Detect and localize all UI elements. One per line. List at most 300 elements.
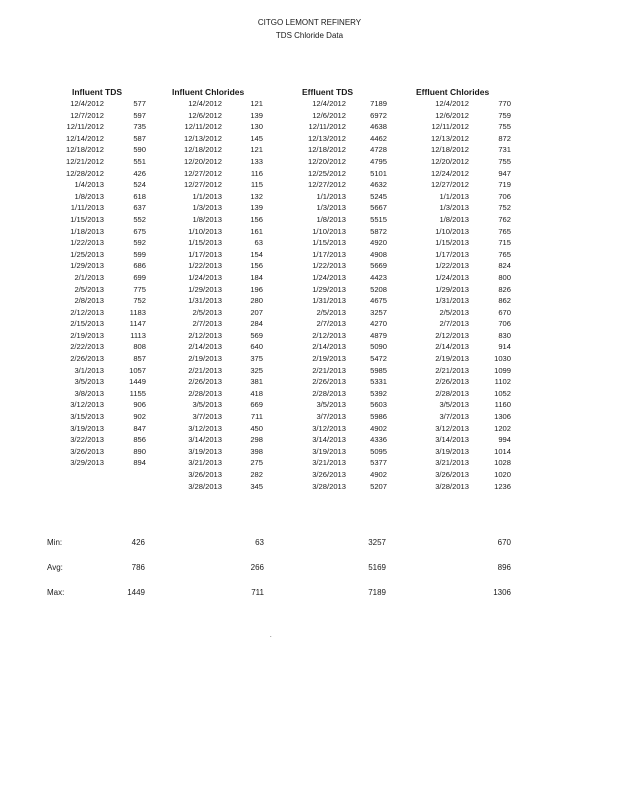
- value-cell: 1020: [494, 470, 511, 479]
- date-cell: 3/29/2013: [70, 458, 104, 468]
- value-cell: 1113: [130, 330, 146, 340]
- date-cell: 1/11/2013: [70, 203, 104, 213]
- table-row: [0, 98, 619, 110]
- date-cell: 12/25/2012: [307, 168, 346, 178]
- date-cell: 1/8/2013: [439, 214, 469, 224]
- value-cell: 824: [498, 261, 511, 271]
- date-cell: 12/4/2012: [188, 99, 222, 108]
- date-cell: 2/21/2013: [435, 365, 469, 375]
- min-label: Min:: [47, 538, 63, 547]
- value-cell: 857: [133, 354, 146, 364]
- table-effluent-chlorides: [0, 98, 619, 492]
- date-cell: 2/7/2013: [192, 319, 222, 329]
- date-cell: 12/21/2012: [65, 156, 104, 166]
- value-cell: 890: [133, 446, 146, 456]
- table-row: [0, 121, 619, 133]
- date-cell: 2/22/2013: [70, 342, 104, 352]
- value-cell: 914: [498, 342, 511, 352]
- date-cell: 3/14/2013: [188, 435, 222, 445]
- date-cell: 12/11/2012: [184, 122, 222, 132]
- date-cell: 1/15/2013: [188, 238, 222, 248]
- value-cell: 715: [498, 238, 511, 248]
- date-cell: 1/17/2013: [188, 249, 222, 259]
- value-cell: 1183: [129, 307, 146, 317]
- date-cell: 1/1/2013: [316, 191, 346, 201]
- table-row: [0, 423, 619, 435]
- avg-label: Avg:: [47, 563, 63, 572]
- value-cell: 3257: [370, 307, 387, 317]
- date-cell: 3/21/2013: [312, 458, 346, 468]
- date-cell: 1/3/2013: [192, 203, 222, 213]
- value-cell: 872: [498, 133, 511, 143]
- value-cell: 599: [133, 249, 146, 259]
- date-cell: 1/22/2013: [312, 261, 346, 271]
- value-cell: 116: [250, 168, 263, 178]
- value-cell: 121: [250, 145, 263, 155]
- value-cell: 5472: [370, 354, 387, 364]
- value-cell: 994: [498, 435, 511, 445]
- value-cell: 569: [250, 330, 263, 340]
- date-cell: 1/3/2013: [316, 203, 346, 213]
- date-cell: 1/8/2013: [74, 191, 104, 201]
- value-cell: 4638: [370, 122, 387, 132]
- date-cell: 2/26/2013: [435, 377, 469, 387]
- date-cell: 3/1/2013: [74, 365, 104, 375]
- date-cell: 12/6/2012: [188, 110, 222, 120]
- date-cell: 12/13/2012: [183, 133, 222, 143]
- max-influent-chlorides: 711: [251, 588, 264, 597]
- date-cell: 3/5/2013: [74, 377, 104, 387]
- value-cell: 755: [498, 122, 511, 132]
- value-cell: 207: [250, 307, 263, 317]
- date-cell: 2/26/2013: [70, 354, 104, 364]
- col-header-effluent-tds: Effluent TDS: [302, 87, 353, 97]
- table-row: [0, 341, 619, 353]
- value-cell: 808: [133, 342, 146, 352]
- value-cell: 4462: [370, 133, 387, 143]
- min-influent-tds: 426: [131, 538, 145, 547]
- value-cell: 5245: [370, 191, 387, 201]
- date-cell: 2/12/2013: [70, 307, 104, 317]
- value-cell: 1052: [494, 388, 511, 398]
- table-row: [0, 284, 619, 296]
- date-cell: 1/17/2013: [435, 249, 469, 259]
- date-cell: 1/24/2013: [435, 272, 469, 282]
- value-cell: 5090: [370, 342, 387, 352]
- value-cell: 1099: [494, 365, 511, 375]
- date-cell: 1/10/2013: [188, 226, 222, 236]
- value-cell: 752: [133, 296, 146, 306]
- date-cell: 1/18/2013: [70, 226, 104, 236]
- date-cell: 12/18/2012: [65, 145, 104, 155]
- table-row: [0, 457, 619, 469]
- date-cell: 2/15/2013: [70, 319, 104, 329]
- date-cell: 12/13/2012: [307, 133, 346, 143]
- report-subtitle: TDS Chloride Data: [275, 31, 344, 40]
- value-cell: 862: [498, 296, 511, 306]
- value-cell: 1160: [494, 400, 511, 410]
- date-cell: 3/14/2013: [435, 435, 469, 445]
- value-cell: 132: [250, 191, 263, 201]
- min-effluent-chlorides: 670: [497, 538, 511, 547]
- date-cell: 1/29/2013: [188, 284, 222, 294]
- max-label: Max:: [47, 588, 65, 597]
- date-cell: 3/5/2013: [439, 400, 469, 410]
- date-cell: 3/5/2013: [316, 400, 346, 410]
- value-cell: 670: [498, 307, 511, 317]
- value-cell: 345: [250, 481, 263, 491]
- value-cell: 731: [498, 145, 511, 155]
- date-cell: 3/21/2013: [188, 458, 222, 468]
- date-cell: 12/11/2012: [308, 122, 346, 132]
- value-cell: 770: [498, 99, 511, 108]
- table-row: [0, 318, 619, 330]
- value-cell: 4632: [370, 180, 387, 190]
- date-cell: 2/26/2013: [312, 377, 346, 387]
- value-cell: 765: [498, 249, 511, 259]
- value-cell: 947: [498, 168, 511, 178]
- min-effluent-tds: 3257: [368, 538, 386, 547]
- table-row: [0, 156, 619, 168]
- value-cell: 847: [133, 423, 146, 433]
- value-cell: 145: [250, 133, 263, 143]
- value-cell: 115: [250, 180, 263, 190]
- value-cell: 298: [250, 435, 263, 445]
- date-cell: 2/5/2013: [316, 307, 346, 317]
- date-cell: 12/11/2012: [66, 122, 104, 132]
- value-cell: 618: [133, 191, 146, 201]
- date-cell: 1/24/2013: [188, 272, 222, 282]
- value-cell: 133: [250, 156, 263, 166]
- value-cell: 161: [250, 226, 263, 236]
- value-cell: 450: [250, 423, 263, 433]
- date-cell: 1/1/2013: [439, 191, 469, 201]
- avg-effluent-chlorides: 896: [497, 563, 511, 572]
- report-title: CITGO LEMONT REFINERY: [257, 18, 362, 27]
- value-cell: 5985: [370, 365, 387, 375]
- date-cell: 3/19/2013: [188, 446, 222, 456]
- date-cell: 2/14/2013: [435, 342, 469, 352]
- table-row: [0, 295, 619, 307]
- value-cell: 4675: [370, 296, 387, 306]
- date-cell: 3/12/2013: [188, 423, 222, 433]
- value-cell: 640: [250, 342, 263, 352]
- value-cell: 375: [250, 354, 263, 364]
- date-cell: 12/24/2012: [430, 168, 469, 178]
- date-cell: 3/26/2013: [188, 470, 222, 479]
- table-row: [0, 376, 619, 388]
- value-cell: 5986: [370, 412, 387, 422]
- value-cell: 121: [250, 99, 263, 108]
- value-cell: 5208: [370, 284, 387, 294]
- value-cell: 154: [250, 249, 263, 259]
- date-cell: 12/14/2012: [65, 133, 104, 143]
- value-cell: 5377: [370, 458, 387, 468]
- value-cell: 4423: [370, 272, 387, 282]
- date-cell: 2/7/2013: [439, 319, 469, 329]
- page-mark: .: [270, 633, 272, 639]
- date-cell: 12/18/2012: [307, 145, 346, 155]
- value-cell: 706: [498, 319, 511, 329]
- value-cell: 719: [498, 180, 511, 190]
- value-cell: 551: [133, 156, 146, 166]
- date-cell: 3/19/2013: [70, 423, 104, 433]
- date-cell: 2/14/2013: [188, 342, 222, 352]
- date-cell: 12/28/2012: [65, 168, 104, 178]
- date-cell: 3/26/2013: [70, 446, 104, 456]
- value-cell: 139: [250, 110, 263, 120]
- table-row: [0, 202, 619, 214]
- date-cell: 12/27/2012: [183, 168, 222, 178]
- date-cell: 1/22/2013: [435, 261, 469, 271]
- date-cell: 1/10/2013: [312, 226, 346, 236]
- value-cell: 418: [250, 388, 263, 398]
- value-cell: 800: [498, 272, 511, 282]
- table-row: [0, 446, 619, 458]
- date-cell: 3/26/2013: [312, 470, 346, 479]
- date-cell: 12/11/2012: [431, 122, 469, 132]
- value-cell: 4902: [370, 470, 387, 479]
- value-cell: 906: [133, 400, 146, 410]
- date-cell: 2/8/2013: [74, 296, 104, 306]
- date-cell: 1/29/2013: [70, 261, 104, 271]
- value-cell: 4795: [370, 156, 387, 166]
- date-cell: 12/27/2012: [183, 180, 222, 190]
- value-cell: 4920: [370, 238, 387, 248]
- value-cell: 5392: [370, 388, 387, 398]
- value-cell: 139: [250, 203, 263, 213]
- date-cell: 2/28/2013: [435, 388, 469, 398]
- value-cell: 280: [250, 296, 263, 306]
- date-cell: 1/22/2013: [70, 238, 104, 248]
- value-cell: 398: [250, 446, 263, 456]
- table-row: [0, 144, 619, 156]
- value-cell: 762: [498, 214, 511, 224]
- value-cell: 4902: [370, 423, 387, 433]
- max-influent-tds: 1449: [127, 588, 145, 597]
- value-cell: 7189: [370, 99, 387, 108]
- value-cell: 4879: [370, 330, 387, 340]
- table-row: [0, 214, 619, 226]
- table-row: [0, 411, 619, 423]
- date-cell: 2/5/2013: [74, 284, 104, 294]
- value-cell: 1102: [494, 377, 511, 387]
- table-row: [0, 249, 619, 261]
- value-cell: 856: [133, 435, 146, 445]
- value-cell: 577: [133, 99, 146, 108]
- value-cell: 156: [250, 214, 263, 224]
- date-cell: 12/27/2012: [430, 180, 469, 190]
- date-cell: 2/28/2013: [188, 388, 222, 398]
- date-cell: 3/14/2013: [312, 435, 346, 445]
- value-cell: 130: [250, 122, 263, 132]
- value-cell: 669: [250, 400, 263, 410]
- date-cell: 1/15/2013: [70, 214, 104, 224]
- date-cell: 1/22/2013: [188, 261, 222, 271]
- value-cell: 826: [498, 284, 511, 294]
- value-cell: 902: [133, 412, 146, 422]
- value-cell: 759: [498, 110, 511, 120]
- value-cell: 4270: [370, 319, 387, 329]
- date-cell: 3/12/2013: [70, 400, 104, 410]
- date-cell: 3/12/2013: [435, 423, 469, 433]
- value-cell: 592: [133, 238, 146, 248]
- table-row: [0, 469, 619, 481]
- date-cell: 2/28/2013: [312, 388, 346, 398]
- value-cell: 686: [133, 261, 146, 271]
- date-cell: 2/5/2013: [192, 307, 222, 317]
- value-cell: 597: [133, 110, 146, 120]
- col-header-effluent-chlorides: Effluent Chlorides: [416, 87, 490, 97]
- value-cell: 1449: [129, 377, 146, 387]
- date-cell: 2/19/2013: [435, 354, 469, 364]
- date-cell: 3/12/2013: [312, 423, 346, 433]
- table-row: [0, 481, 619, 493]
- table-row: [0, 353, 619, 365]
- value-cell: 711: [250, 412, 263, 422]
- value-cell: 1202: [494, 423, 511, 433]
- value-cell: 5515: [370, 214, 387, 224]
- value-cell: 1155: [129, 388, 146, 398]
- value-cell: 775: [133, 284, 146, 294]
- date-cell: 2/14/2013: [312, 342, 346, 352]
- value-cell: 5331: [370, 377, 387, 387]
- date-cell: 12/18/2012: [183, 145, 222, 155]
- value-cell: 1057: [129, 365, 146, 375]
- date-cell: 3/26/2013: [435, 470, 469, 479]
- value-cell: 1014: [494, 446, 511, 456]
- value-cell: 1028: [494, 458, 511, 468]
- date-cell: 12/6/2012: [435, 110, 469, 120]
- date-cell: 12/4/2012: [70, 99, 104, 108]
- date-cell: 1/24/2013: [312, 272, 346, 282]
- value-cell: 735: [133, 122, 146, 132]
- value-cell: 894: [133, 458, 146, 468]
- value-cell: 156: [250, 261, 263, 271]
- value-cell: 5667: [370, 203, 387, 213]
- value-cell: 755: [498, 156, 511, 166]
- value-cell: 637: [133, 203, 146, 213]
- table-row: [0, 133, 619, 145]
- table-row: [0, 388, 619, 400]
- value-cell: 5603: [370, 400, 387, 410]
- date-cell: 3/28/2013: [312, 481, 346, 491]
- value-cell: 1236: [494, 481, 511, 491]
- max-effluent-tds: 7189: [368, 588, 386, 597]
- value-cell: 6972: [370, 110, 387, 120]
- table-row: [0, 307, 619, 319]
- date-cell: 1/31/2013: [312, 296, 346, 306]
- value-cell: 699: [133, 272, 146, 282]
- date-cell: 3/7/2013: [439, 412, 469, 422]
- date-cell: 1/17/2013: [312, 249, 346, 259]
- value-cell: 5872: [370, 226, 387, 236]
- date-cell: 12/27/2012: [307, 180, 346, 190]
- value-cell: 1147: [129, 319, 146, 329]
- date-cell: 2/12/2013: [188, 330, 222, 340]
- table-row: [0, 191, 619, 203]
- table-row: [0, 272, 619, 284]
- date-cell: 1/1/2013: [192, 191, 222, 201]
- date-cell: 12/20/2012: [183, 156, 222, 166]
- date-cell: 1/10/2013: [435, 226, 469, 236]
- min-influent-chlorides: 63: [255, 538, 264, 547]
- col-header-influent-chlorides: Influent Chlorides: [172, 87, 245, 97]
- date-cell: 3/19/2013: [435, 446, 469, 456]
- date-cell: 2/19/2013: [188, 354, 222, 364]
- date-cell: 1/3/2013: [439, 203, 469, 213]
- table-row: [0, 168, 619, 180]
- col-header-influent-tds: Influent TDS: [72, 87, 123, 97]
- date-cell: 12/13/2012: [430, 133, 469, 143]
- table-row: [0, 399, 619, 411]
- date-cell: 12/20/2012: [430, 156, 469, 166]
- date-cell: 3/21/2013: [435, 458, 469, 468]
- value-cell: 830: [498, 330, 511, 340]
- date-cell: 1/31/2013: [188, 296, 222, 306]
- date-cell: 2/7/2013: [316, 319, 346, 329]
- date-cell: 12/6/2012: [312, 110, 346, 120]
- date-cell: 3/28/2013: [188, 481, 222, 491]
- date-cell: 3/7/2013: [192, 412, 222, 422]
- value-cell: 282: [250, 470, 263, 479]
- date-cell: 12/7/2012: [70, 110, 104, 120]
- date-cell: 12/18/2012: [430, 145, 469, 155]
- date-cell: 2/19/2013: [312, 354, 346, 364]
- value-cell: 4908: [370, 249, 387, 259]
- value-cell: 1306: [494, 412, 511, 422]
- value-cell: 590: [133, 145, 146, 155]
- table-row: [0, 237, 619, 249]
- value-cell: 4728: [370, 145, 387, 155]
- date-cell: 12/4/2012: [435, 99, 469, 108]
- date-cell: 3/7/2013: [316, 412, 346, 422]
- value-cell: 325: [250, 365, 263, 375]
- date-cell: 1/29/2013: [312, 284, 346, 294]
- date-cell: 1/4/2013: [74, 180, 104, 190]
- date-cell: 2/12/2013: [435, 330, 469, 340]
- value-cell: 675: [133, 226, 146, 236]
- table-row: [0, 179, 619, 191]
- date-cell: 1/29/2013: [435, 284, 469, 294]
- table-row: [0, 330, 619, 342]
- date-cell: 3/19/2013: [312, 446, 346, 456]
- value-cell: 5095: [370, 446, 387, 456]
- value-cell: 5207: [370, 481, 387, 491]
- date-cell: 2/21/2013: [188, 365, 222, 375]
- value-cell: 752: [498, 203, 511, 213]
- date-cell: 3/28/2013: [435, 481, 469, 491]
- value-cell: 5101: [370, 168, 387, 178]
- value-cell: 765: [498, 226, 511, 236]
- avg-influent-tds: 786: [131, 563, 145, 572]
- value-cell: 5669: [370, 261, 387, 271]
- table-row: [0, 434, 619, 446]
- date-cell: 1/31/2013: [435, 296, 469, 306]
- date-cell: 2/21/2013: [312, 365, 346, 375]
- value-cell: 196: [250, 284, 263, 294]
- value-cell: 184: [250, 272, 263, 282]
- date-cell: 3/22/2013: [70, 435, 104, 445]
- date-cell: 1/15/2013: [312, 238, 346, 248]
- avg-influent-chlorides: 266: [250, 563, 264, 572]
- value-cell: 275: [250, 458, 263, 468]
- date-cell: 12/20/2012: [307, 156, 346, 166]
- value-cell: 381: [250, 377, 263, 387]
- table-row: [0, 110, 619, 122]
- value-cell: 552: [133, 214, 146, 224]
- value-cell: 4336: [370, 435, 387, 445]
